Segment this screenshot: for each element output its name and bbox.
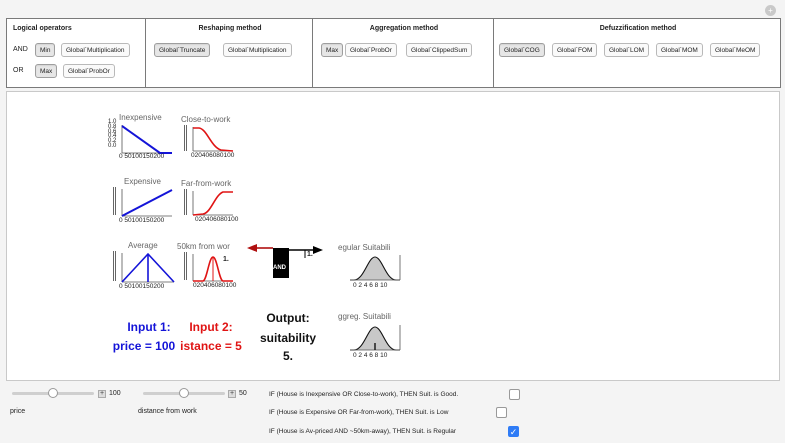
reshaping-method-panel — [145, 18, 313, 88]
input2-value: istance = 5 — [180, 339, 242, 353]
and-label: AND — [13, 46, 28, 53]
check-icon: ✓ — [509, 427, 518, 437]
price-value: 100 — [109, 390, 121, 397]
regular-plot-title: egular Suitabili — [338, 243, 391, 252]
price-expand-icon[interactable]: + — [99, 390, 105, 397]
km50-plot-title: 50km from wor — [177, 242, 230, 251]
defuzz-fom-button[interactable]: Global`FOM — [552, 43, 597, 57]
average-plot — [122, 253, 174, 282]
defuzz-lom-button[interactable]: Global`LOM — [604, 43, 649, 57]
close-to-work-plot — [193, 127, 233, 151]
aggregation-clippedsum-button[interactable]: Global`ClippedSum — [406, 43, 472, 57]
average-xticks: 0 50100150200 — [119, 283, 165, 290]
reshaping-multiplication-button[interactable]: Global`Multiplication — [223, 43, 292, 57]
input1-value: price = 100 — [112, 339, 176, 353]
inexpensive-yticks: 1.0 0.8 0.6 0.4 0.2 0.0 — [108, 119, 117, 149]
input1-label: Input 1: — [127, 320, 171, 334]
expensive-xticks: 0 50100150200 — [119, 217, 165, 224]
fuzzy-visualization-area — [6, 91, 780, 381]
rule-3-text: IF (House is Av-priced AND ~50km-away), THEN Suit. is Regular — [269, 428, 457, 435]
or-probor-button[interactable]: Global`ProbOr — [63, 64, 115, 78]
input2-label: Input 2: — [189, 320, 233, 334]
average-plot-title: Average — [128, 241, 158, 250]
defuzz-cog-button[interactable]: Global`COG — [499, 43, 545, 57]
logical-operators-panel — [6, 18, 146, 88]
distance-value: 50 — [239, 390, 247, 397]
logical-operators-title: Logical operators — [13, 25, 72, 32]
aggregate-suitability-plot — [350, 325, 400, 350]
distance-label: distance from work — [138, 408, 197, 415]
rule-2-checkbox[interactable] — [496, 407, 507, 418]
km50-xticks: 020406080100 — [193, 282, 237, 289]
average-yticks — [113, 251, 124, 281]
aggregation-method-panel — [312, 18, 494, 88]
regular-xticks: 0 2 4 6 8 10 — [353, 282, 388, 289]
rule-1-text: IF (House is Inexpensive OR Close-to-work), THEN Suit. is Good. — [269, 391, 459, 398]
inexpensive-plot-title: Inexpensive — [119, 113, 162, 122]
and-operator-diagram — [247, 244, 327, 284]
inexpensive-xticks: 0 50100150200 — [119, 153, 165, 160]
distance-slider-thumb[interactable] — [179, 388, 189, 398]
inexpensive-plot — [122, 125, 172, 153]
far-plot-title: Far-from-work — [181, 179, 232, 188]
far-from-work-plot — [193, 191, 233, 215]
and-output-arrow-icon — [313, 246, 323, 254]
close-xticks: 020406080100 — [191, 152, 235, 159]
defuzz-meom-button[interactable]: Global`MeOM — [710, 43, 760, 57]
close-yticks — [184, 125, 195, 151]
and-block — [273, 248, 289, 278]
km50-marker: 1. — [223, 256, 229, 263]
rule-1-checkbox[interactable] — [509, 389, 520, 400]
and-input-arrow-icon — [247, 244, 257, 252]
far-xticks: 020406080100 — [195, 216, 239, 223]
and-multiplication-button[interactable]: Global`Multiplication — [61, 43, 130, 57]
distance-expand-icon[interactable]: + — [229, 390, 235, 397]
and-min-button[interactable]: Min — [35, 43, 55, 57]
reset-icon[interactable]: + — [765, 5, 776, 16]
reshaping-method-title: Reshaping method — [198, 25, 262, 32]
far-yticks — [184, 189, 195, 215]
rule-2-text: IF (House is Expensive OR Far-from-work), THEN Suit. is Low — [269, 409, 449, 416]
output-suitability-label: suitability — [259, 331, 316, 345]
expensive-plot — [122, 189, 172, 216]
rule-3-checkbox[interactable] — [508, 426, 519, 437]
or-label: OR — [13, 67, 24, 74]
close-plot-title: Close-to-work — [181, 115, 231, 124]
price-label: price — [10, 408, 26, 415]
aggreg-xticks: 0 2 4 6 8 10 — [353, 352, 388, 359]
regular-suitability-plot — [350, 255, 400, 280]
aggregation-method-title: Aggregation method — [369, 25, 439, 32]
expensive-yticks — [113, 187, 124, 215]
aggregation-max-button[interactable]: Max — [321, 43, 343, 57]
defuzzification-method-panel — [493, 18, 781, 88]
and-block-marker: 1. — [307, 251, 313, 258]
output-value: 5. — [282, 349, 293, 363]
price-slider-thumb[interactable] — [48, 388, 58, 398]
defuzzification-method-title: Defuzzification method — [599, 25, 677, 32]
aggreg-plot-title: ggreg. Suitabili — [338, 312, 391, 321]
defuzz-mom-button[interactable]: Global`MOM — [656, 43, 703, 57]
reshaping-truncate-button[interactable]: Global`Truncate — [154, 43, 210, 57]
output-label: Output: — [266, 311, 310, 325]
or-max-button[interactable]: Max — [35, 64, 57, 78]
km50-yticks — [184, 252, 195, 280]
and-block-label: AND — [273, 265, 286, 271]
expensive-plot-title: Expensive — [124, 177, 161, 186]
aggregation-probor-button[interactable]: Global`ProbOr — [345, 43, 397, 57]
